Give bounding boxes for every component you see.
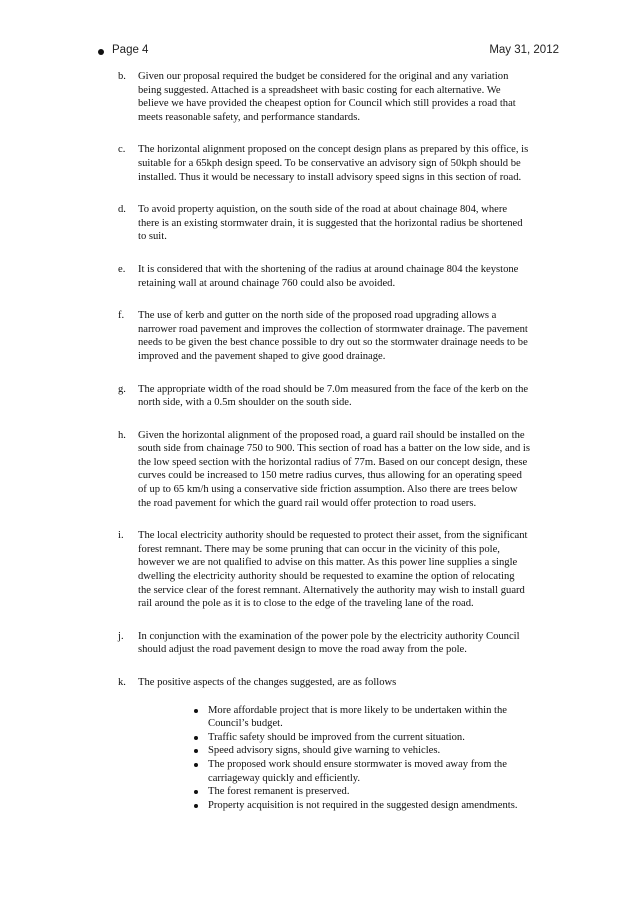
list-item-e (118, 263, 530, 290)
positive-aspect-text: Traffic safety should be improved from the current situation. (208, 731, 465, 743)
list-item-h (118, 429, 530, 511)
item-letter: c. (118, 144, 126, 156)
list-item-d (118, 203, 530, 244)
item-letter: k. (118, 677, 126, 688)
item-text: Given our proposal required the budget be considered for the original and any variation being suggested. Attached is a spreadsheet with basic costing for each alternative. We believe we have provided the cheapest option for Council which still provides a road that meets reasonable safety, and performance standards. (138, 71, 516, 123)
bullet-icon (98, 49, 104, 55)
list-item-c (118, 143, 530, 184)
item-letter: b. (118, 71, 126, 82)
list-item (194, 758, 530, 785)
item-letter: f. (118, 310, 125, 322)
positive-aspects-list (138, 704, 530, 813)
item-letter: d. (118, 204, 126, 216)
list-item-k (118, 676, 530, 812)
item-text: The use of kerb and gutter on the north side of the proposed road upgrading allows a narrower road pavement and improves the collection of stormwater drainage. The pavement needs to be given the best chance possible to dry out so the stormwater drainage needs to be improved and the pavement shaped to give good drainage. (138, 310, 528, 362)
item-letter: h. (118, 429, 126, 441)
item-text: The horizontal alignment proposed on the concept design plans as prepared by this office, is suitable for a 65kph design speed. To be conservative an advisory sign of 50kph should be installed. Thus it would be necessary to install advisory speed signs in this section of road. (138, 144, 529, 183)
item-letter: e. (118, 263, 126, 275)
positive-aspect-text: More affordable project that is more likely to be undertaken within the Council’s budget. (208, 704, 507, 730)
item-text: To avoid property aquistion, on the south side of the road at about chainage 804, where there is an existing stormwater drain, it is suggested that the horizontal radius be shortened to suit. (138, 204, 523, 243)
bullet-icon (194, 749, 198, 753)
document-date: May 31, 2012 (489, 44, 559, 56)
item-text: The appropriate width of the road should be 7.0m measured from the face of the kerb on the north side, with a 0.5m shoulder on the south side. (138, 383, 529, 409)
positive-aspect-text: Property acquisition is not required in the suggested design amendments. (208, 799, 518, 811)
list-item-f (118, 309, 530, 363)
lettered-list (118, 70, 530, 831)
list-item-i (118, 529, 530, 611)
item-letter: i. (118, 530, 124, 542)
item-text: The local electricity authority should be requested to protect their asset, from the significant forest remnant. There may be some pruning that can occur in the vicinity of this pole, however we are not qualified to advise on this matter. As this power line supplies a single dwelling the electricity authority should be requested to examine the option of relocating the service clear of the forest remnant. Alternatively the authority may wish to install guard rail around the pole as it is to close to the edge of the traveling lane of the road. (138, 530, 528, 610)
list-item (194, 785, 530, 799)
item-letter: g. (118, 383, 126, 395)
bullet-icon (194, 736, 198, 740)
page-number: Page 4 (112, 44, 149, 56)
page-header (98, 44, 559, 60)
bullet-icon (194, 763, 198, 767)
list-item (194, 799, 530, 813)
bullet-icon (194, 709, 198, 713)
item-text: The positive aspects of the changes suggested, are as follows (138, 677, 397, 688)
bullet-icon (194, 804, 198, 808)
list-item-g (118, 383, 530, 410)
positive-aspect-text: The proposed work should ensure stormwater is moved away from the carriageway quickly and efficiently. (208, 758, 507, 784)
list-item (194, 731, 530, 745)
list-item (194, 704, 530, 731)
list-item (194, 744, 530, 758)
list-item-j (118, 630, 530, 657)
positive-aspect-text: Speed advisory signs, should give warning to vehicles. (208, 745, 441, 757)
list-item-b (118, 70, 530, 124)
item-text: Given the horizontal alignment of the proposed road, a guard rail should be installed on the south side from chainage 750 to 900. This section of road has a batter on the low side, and is the low speed section with the horizontal radius of 77m. Based on our concept design, these curves could be increased to 150 metre radius curves, thus allowing for an operating speed of up to 65 km/h using a conservative side friction assumption. Also there are trees below the road pavement for which the guard rail would offer protection to road users. (138, 429, 530, 509)
item-text: It is considered that with the shortening of the radius at around chainage 804 the keystone retaining wall at around chainage 760 could also be avoided. (138, 263, 519, 289)
positive-aspect-text: The forest remanent is preserved. (208, 786, 350, 798)
item-letter: j. (118, 630, 124, 642)
bullet-icon (194, 790, 198, 794)
item-text: In conjunction with the examination of the power pole by the electricity authority Council should adjust the road pavement design to move the road away from the pole. (138, 630, 520, 656)
